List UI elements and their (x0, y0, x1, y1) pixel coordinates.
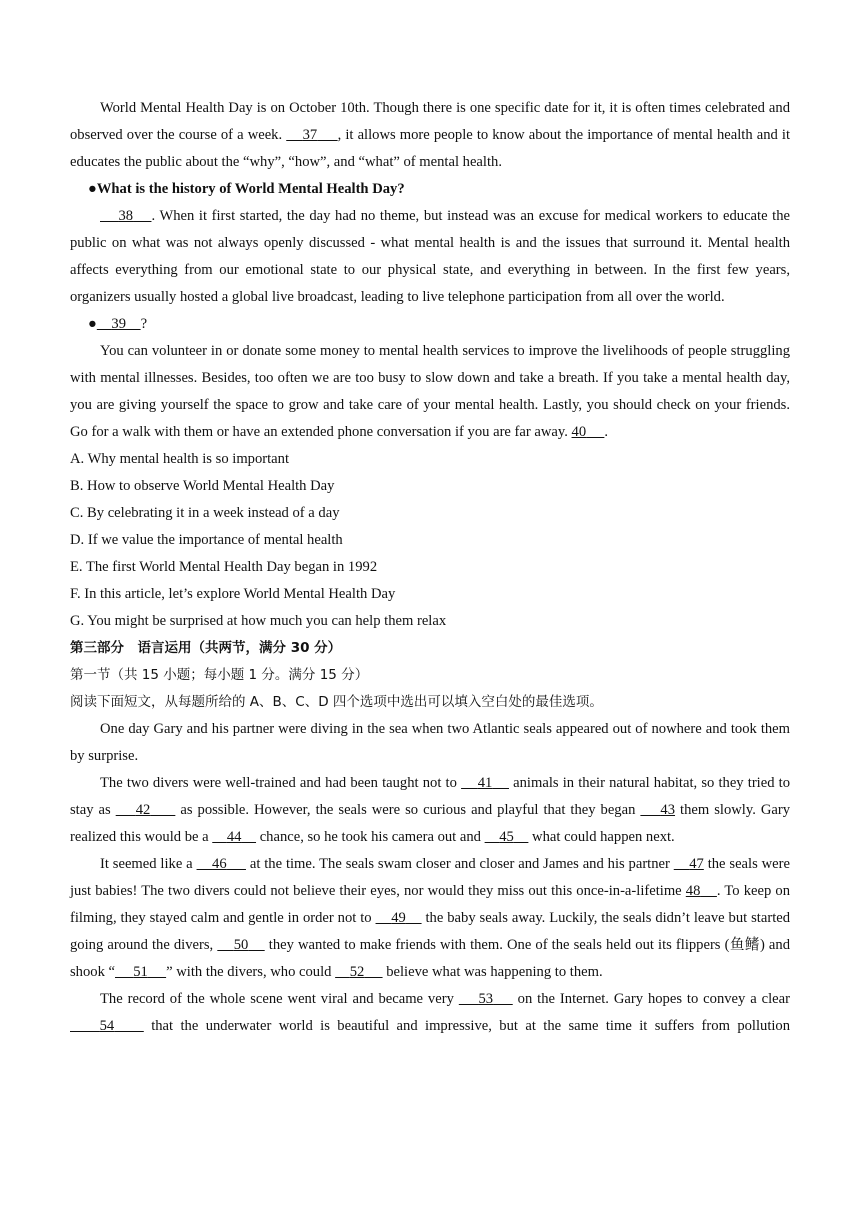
blank-50: 50 (233, 937, 249, 953)
option-b: B. How to observe World Mental Health Day (70, 478, 335, 494)
blank-51: 51 (133, 964, 148, 980)
passage1-paragraph-1 (70, 95, 790, 176)
passage1-paragraph-3: You can volunteer in or donate some money to mental health services to improve the livelihoods of people struggling with mental illnesses. Besides, too often we are too busy to slow down and take a breath. If you take a mental health day, you are giving yourself the space to grow and take care of your mental health. Lastly, you should check on your friends. Go for a walk with them or have an extended phone conversation if you are far away. 40 . (70, 343, 790, 440)
option-f: F. In this article, let’s explore World Mental Health Day (70, 586, 396, 602)
blank-54: 54 (99, 1018, 115, 1034)
text-run: . When it first started, the day had no theme, but instead was an excuse for medical workers to educate the public on what was not always openly discussed - what mental health is and the issues that surround it. Mental health affects everything from our emotional state to our physical state, and everything in between. In the first few years, organizers usually hosted a global live broadcast, leading to live telephone participation from all over the world. (70, 208, 791, 305)
blank-49: 49 (391, 910, 406, 926)
text-run: , it allows more people to know about the importance of mental health and it educates the public about the “why”, “how”, and “what” of mental health. (70, 127, 791, 170)
bullet: ● (88, 316, 97, 332)
blank-38: 38 (118, 208, 134, 224)
passage2-paragraph-3: It seemed like a 46 at the time. The seals swam closer and closer and James and his partner 47 the seals were just babies! The two divers could not believe their eyes, nor would they miss out this once-in-a-lifetime 48 . To keep on filming, they stayed calm and gentle in order not to 49 the baby seals away. Luckily, the seals didn’t leave but started going around the divers, 50 they wanted to make friends with them. One of the seals held out its flippers (鱼鳍) and shook “ 51 ” with the divers, who could 52 believe what was happening to them. (70, 856, 791, 980)
section3-title: 第三部分 语言运用（共两节，满分 30 分） (70, 640, 342, 656)
passage1-paragraph-2 (70, 203, 790, 311)
text-run: You can volunteer in or donate some money to mental health services to improve the livelihoods of people struggling with mental illnesses. Besides, too often we are too busy to slow down and take a breath. If you take a mental health day, you are giving yourself the space to grow and take care of your mental health. Lastly, you should check on your friends. Go for a walk with them or have an extended phone conversation if you are far away. (70, 343, 790, 440)
blank-46: 46 (212, 856, 227, 872)
blank-43: 43 (660, 802, 676, 818)
blank-48: 48 (685, 883, 701, 899)
blank-41: 41 (477, 775, 493, 791)
passage2-paragraph-1: One day Gary and his partner were diving in the sea when two Atlantic seals appeared out of nowhere and took them by surprise. (70, 721, 790, 764)
text-run: World Mental Health Day is on October 10th. Though there is one specific date for it, it is often times celebrated and observed over the course of a week. (70, 100, 790, 143)
blank-44: 44 (226, 829, 242, 845)
option-g: G. You might be surprised at how much you can help them relax (70, 613, 447, 629)
section-heading-39: ● 39 ? (88, 316, 148, 332)
section3-instructions: 阅读下面短文，从每题所给的 A、B、C、D 四个选项中选出可以填入空白处的最佳选项。 (70, 694, 603, 710)
option-d: D. If we value the importance of mental health (70, 532, 343, 548)
blank-47: 47 (689, 856, 704, 872)
blank-39: 39 (111, 316, 127, 332)
passage2-paragraph-4: The record of the whole scene went viral and became very 53 on the Internet. Gary hopes to convey a clear 54 that the underwater world is beautiful and impressive, but at the same time it suffers from pollution (70, 986, 790, 1040)
section3-subtitle: 第一节（共 15 小题；每小题 1 分。满分 15 分） (70, 667, 369, 683)
blank-42: 42 (135, 802, 151, 818)
blank-45: 45 (499, 829, 514, 845)
blank-40: 40 (571, 424, 587, 440)
option-a: A. Why mental health is so important (70, 451, 290, 467)
blank-53: 53 (478, 991, 494, 1007)
document-body (70, 95, 790, 1040)
passage2-paragraph-2: The two divers were well-trained and had been taught not to 41 animals in their natural habitat, so they tried to stay as 42 as possible. However, the seals were so curious and playful that they began 43 them slowly. Gary realized this would be a 44 chance, so he took his camera out and 45 what could happen next. (70, 775, 791, 845)
option-e: E. The first World Mental Health Day began in 1992 (70, 559, 378, 575)
option-c: C. By celebrating it in a week instead of a day (70, 505, 340, 521)
blank-37: 37 (302, 127, 318, 143)
section-heading-history: ●What is the history of World Mental Health Day? (88, 181, 405, 197)
blank-52: 52 (349, 964, 365, 980)
